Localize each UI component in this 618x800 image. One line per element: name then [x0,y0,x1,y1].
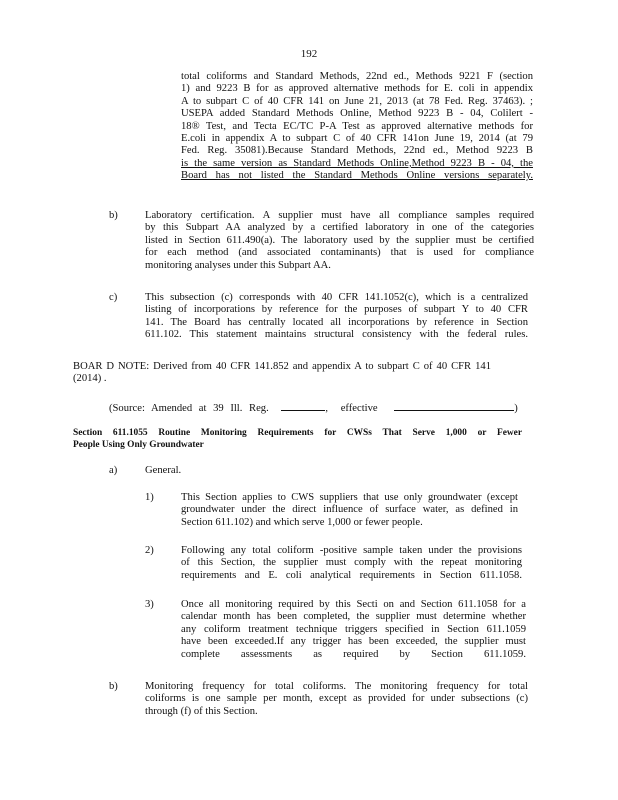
subsection-title: General. [145,465,182,476]
item-label: b) [109,210,118,221]
text-line: monitoring analyses under this Subpart AA. [145,259,331,271]
text-line: Section 611.102) and which serve 1,000 or fewer people. [181,516,423,528]
subsection-b-paragraph [145,681,528,718]
item-label: 3) [145,599,154,610]
text-line: BOAR D NOTE: Derived from 40 CFR 141.852 and appendix A to subpart C of 40 CFR 141 [73,361,491,372]
text-line: calendar month has been completed, the supplier must determine whether [181,611,526,623]
text-line: complete assessments as required by Section 611.1059. [181,648,526,660]
text-line: coliforms is one sample per month, except as provided for under subsections (c) [145,693,528,705]
numbered-paragraph [181,492,518,529]
text-line: Section 611.1055 Routine Monitoring Requirements for CWSs That Serve 1,000 or Fewer [73,428,522,438]
text-line: listing of incorporations by reference for the purposes of subpart Y to 40 CFR [145,304,528,316]
text-line: total coliforms and Standard Methods, 22nd ed., Methods 9221 F (section [181,71,533,82]
item-label: 2) [145,545,154,556]
text-line: (2014) . [73,373,107,385]
source-comma: , [325,403,329,414]
text-line: This subsection (c) corresponds with 40 CFR 141.1052(c), which is a centralized [145,292,528,303]
source-close: ) [514,403,518,414]
text-line: requirements and E. coli analytical requirements in Section 611.1058. [181,569,522,581]
text-line: listed in Section 611.490(a). The laboratory used by the supplier must be certified [145,234,534,246]
source-effective: effective [340,403,378,414]
text-line: Monitoring frequency for total coliforms. The monitoring frequency for total [145,681,528,692]
text-line: E.coli in appendix A to subpart C of 40 CFR 141on June 19, 2014 (at 79 [181,133,533,145]
text-line: People Using Only Groundwater [73,440,204,450]
text-line: 611.102. This statement maintains structural consistency with the federal rules. [145,329,528,341]
text-line: any coliform treatment technique triggers specified in Section 611.1059 [181,623,526,635]
text-line: of this Section, the supplier must comply with the repeat monitoring [181,557,522,569]
section-heading [73,427,522,451]
item-label: a) [109,465,118,476]
text-line: 18® Test, and Tecta EC/TC P-A Test as approved alternative methods for [181,120,533,132]
item-label: 1) [145,492,154,503]
top-paragraph [181,71,533,183]
text-line: for each method (and associated contaminants) that is used for compliance [145,247,534,259]
text-line: have been exceeded.If any trigger has been exceeded, the supplier must [181,636,526,648]
text-line: through (f) of this Section. [145,705,258,717]
text-line: This Section applies to CWS suppliers that use only groundwater (except [181,492,518,503]
numbered-paragraph [181,599,526,661]
item-label: c) [109,292,118,303]
text-line: by this Subpart AA analyzed by a certified laboratory in one of the categories [145,222,534,234]
text-line: 1) and 9223 B for as approved alternative methods for E. coli in appendix [181,83,533,95]
register-page-blank [281,400,325,411]
board-note [73,361,491,386]
numbered-paragraph [181,545,522,582]
text-line: Laboratory certification. A supplier must have all compliance samples required [145,210,534,221]
item-label: b) [109,681,118,692]
text-line: A to subpart C of 40 CFR 141 on June 21, 2013 (at 78 Fed. Reg. 37463). ; [181,95,533,107]
text-line: Following any total coliform -positive sample taken under the provisions [181,545,522,556]
text-line: groundwater under the direct influence of surface water, as defined in [181,504,518,516]
text-line-underlined: Board has not listed the Standard Methods Online versions separately. [181,170,533,182]
item-c-paragraph [145,292,528,342]
item-b-paragraph [145,210,534,272]
text-line-underlined: is the same version as Standard Methods Online,Method 9223 B - 04, the [181,157,533,169]
text-line: Fed. Reg. 35081).Because Standard Methods, 22nd ed., Method 9223 B [181,145,533,157]
text-line: 141. The Board has centrally located all incorporations by reference in Section [145,316,528,328]
text-line: Once all monitoring required by this Secti on and Section 611.1058 for a [181,599,526,610]
source-prefix: (Source: Amended at 39 Ill. Reg. [109,403,269,414]
text-line: USEPA added Standard Methods Online, Method 9223 B - 04, Colilert - [181,108,533,120]
effective-date-blank [394,400,514,411]
source-line [109,400,518,415]
page-number: 192 [300,48,318,60]
